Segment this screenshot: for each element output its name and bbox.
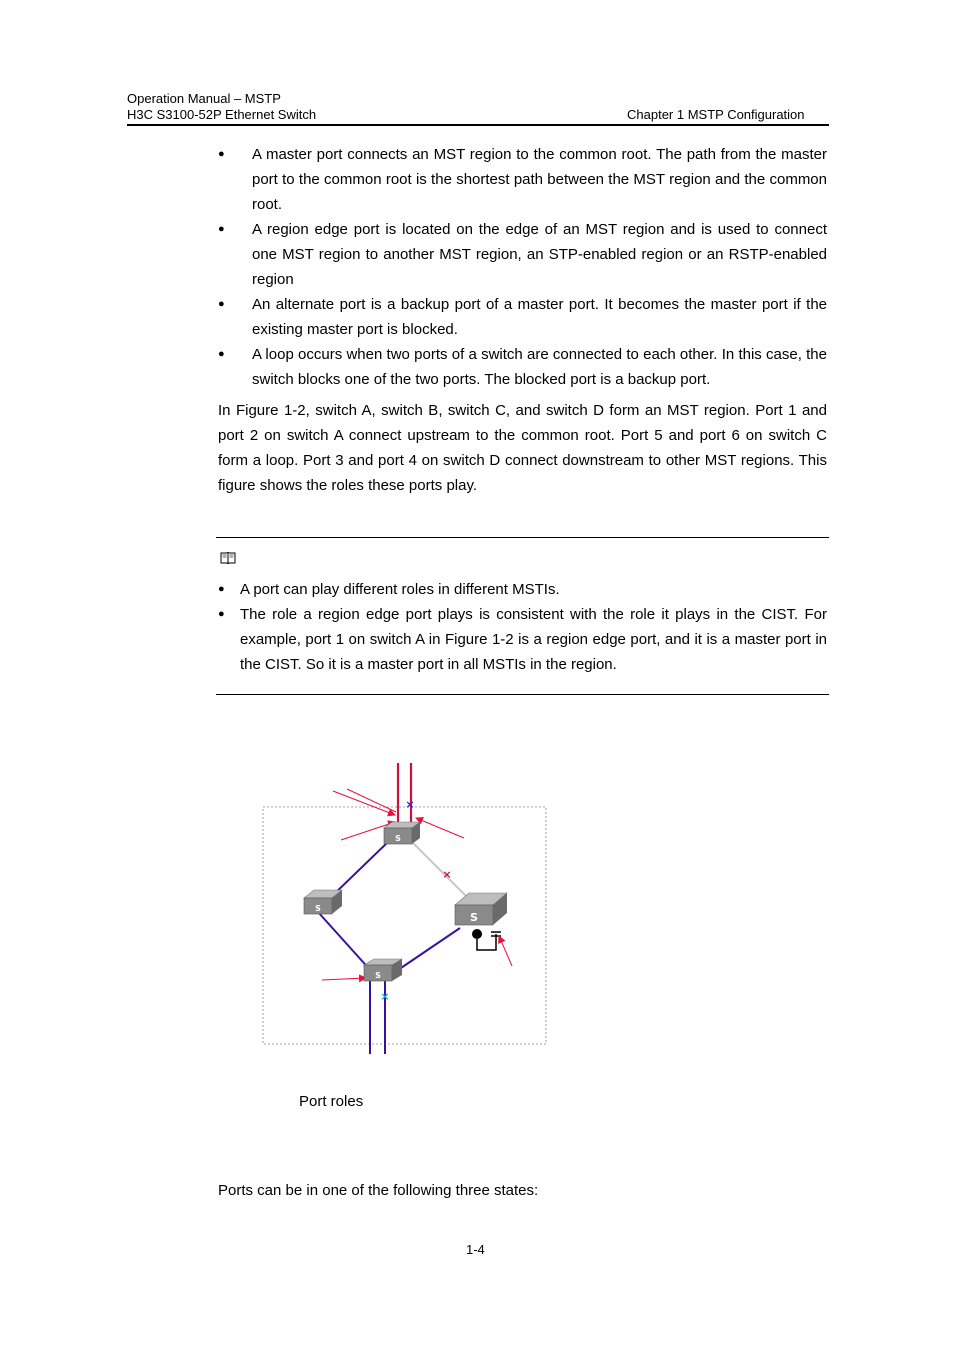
product-name: H3C S3100-52P Ethernet Switch: [127, 107, 317, 122]
link-c-d: [398, 928, 460, 970]
bullet-icon: ●: [218, 298, 225, 310]
manual-title: Operation Manual – MSTP: [127, 91, 281, 106]
bullet-icon: ●: [218, 348, 225, 360]
arrow-backup: [499, 936, 512, 966]
arrow-port1b: [347, 789, 396, 812]
loop-port-5: [472, 929, 482, 939]
section-intro: Ports can be in one of the following three states:: [218, 1182, 539, 1199]
header-left: [127, 91, 316, 123]
blocked-port-mark: ×: [442, 868, 452, 881]
bullet-icon: ●: [218, 148, 225, 160]
arrow-port2: [416, 818, 464, 838]
blocked-port-mark: ×: [405, 798, 415, 811]
switch-icon: [455, 893, 507, 925]
page-number: 1-4: [466, 1242, 485, 1257]
svg-text:S: S: [315, 904, 321, 913]
bullet-icon: ●: [218, 608, 225, 620]
svg-text:S: S: [375, 971, 381, 980]
chapter-title: Chapter 1 MSTP Configuration: [627, 107, 805, 122]
figure-caption: Port roles: [299, 1093, 364, 1110]
arrow-port1: [333, 791, 395, 815]
list-item: ● A port can play different roles in different MSTIs.: [218, 577, 827, 602]
list-item: ● The role a region edge port plays is consistent with the role it plays in the CIST. For example, port 1 on switch A in Figure 1-2 is a region edge port, and it is a master port in the CIST. So it is a master port in all MSTIs in the region.: [218, 602, 827, 677]
blocked-port-mark: ×: [380, 990, 390, 1003]
switch-icon: [304, 890, 342, 914]
note-top-rule: [216, 537, 829, 538]
note-list: [218, 577, 827, 677]
port-roles-diagram: [260, 760, 560, 1060]
list-item: ● An alternate port is a backup port of a master port. It becomes the master port if the existing master port is blocked.: [218, 292, 827, 342]
note-bottom-rule: [216, 694, 829, 695]
figure-description: In Figure 1-2, switch A, switch B, switch C, and switch D form an MST region. Port 1 and port 2 on switch A connect upstream to the common root. Port 5 and port 6 on switch C form a loop. Port 3 and port 4 on switch D connect downstream to other MST regions. This figure shows the roles these ports play.: [218, 402, 827, 494]
svg-text:S: S: [470, 911, 478, 924]
bullet-icon: ●: [218, 583, 225, 595]
switch-icon: [384, 822, 420, 844]
link-b-d: [318, 912, 372, 972]
list-item: ● A master port connects an MST region to the common root. The path from the master port to the common root is the shortest path between the MST region and the common root.: [218, 142, 827, 217]
link-a-b: [330, 842, 388, 898]
book-icon: [220, 551, 236, 565]
arrow-port3: [322, 978, 366, 980]
list-item: ● A region edge port is located on the edge of an MST region and is used to connect one MST region to another MST region, an STP-enabled region or an RSTP-enabled region: [218, 217, 827, 292]
switch-icon: [364, 959, 402, 981]
link-a-c: [412, 842, 470, 900]
bullet-icon: ●: [218, 223, 225, 235]
list-item: ● A loop occurs when two ports of a switch are connected to each other. In this case, the switch blocks one of the two ports. The blocked port is a backup port.: [218, 342, 827, 392]
header-rule: [127, 124, 829, 126]
svg-text:S: S: [395, 834, 401, 843]
port-role-list: [218, 142, 827, 392]
